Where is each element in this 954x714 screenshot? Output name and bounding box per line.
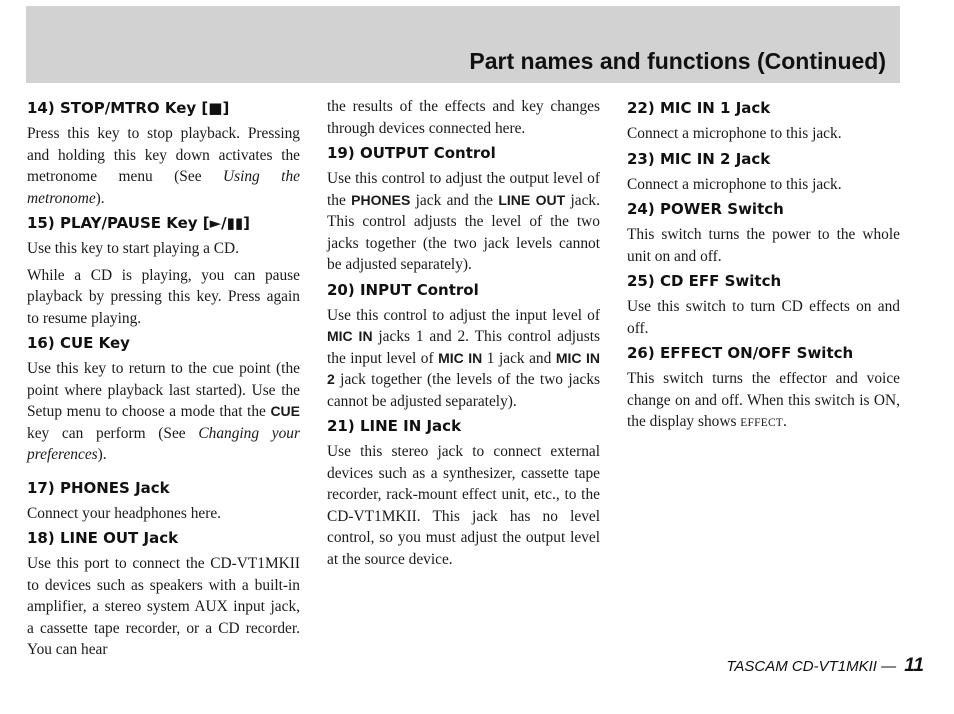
section-mic-in-2-jack — [627, 150, 900, 196]
body-text: jack and the — [410, 191, 499, 209]
body-text: ). — [97, 446, 107, 463]
ui-label: MIC IN — [327, 328, 373, 344]
footer-model: TASCAM CD-VT1MKII — — [726, 658, 897, 675]
ui-label: PHONES — [351, 191, 411, 208]
section-heading: 15) PLAY/PAUSE Key [►/▮▮] — [27, 214, 251, 232]
body-text: key can perform (See — [27, 424, 199, 442]
section-effect-on-off-switch — [627, 344, 900, 435]
section-heading: 22) MIC IN 1 Jack — [627, 99, 771, 117]
section-mic-in-1-jack — [627, 99, 900, 145]
section-body — [27, 123, 300, 209]
section-heading: 24) POWER Switch — [627, 200, 784, 218]
reference-italic: Using the metronome — [27, 168, 300, 207]
section-heading: 16) CUE Key — [27, 334, 130, 352]
section-body: Connect your headphones here. — [27, 504, 222, 522]
ui-label: CUE — [270, 403, 300, 419]
section-heading: 19) OUTPUT Control — [327, 144, 496, 162]
ui-label: MIC IN — [438, 349, 483, 366]
section-heading: 23) MIC IN 2 Jack — [627, 149, 771, 168]
section-heading: 25) CD EFF Switch — [627, 272, 782, 290]
section-body: This switch turns the power to the whole unit on and off. — [627, 226, 900, 265]
section-heading: 17) PHONES Jack — [27, 478, 170, 497]
body-text: jack. This control adjusts the level of the two jacks together (the two jack levels cannot be adjusted separately). — [327, 191, 600, 273]
display-text: EFFECT — [740, 417, 784, 429]
reference-italic: Changing your preferences — [27, 424, 300, 463]
section-heading: 20) INPUT Control — [327, 280, 479, 299]
page-header-band — [26, 6, 900, 83]
section-body: Use this port to connect the CD-VT1MKII to devices such as speakers with a built-in amplifier, a stereo system AUX input jack, a cassette tape recorder, or a CD recorder. You can hear — [27, 555, 300, 658]
body-text: jacks 1 and 2. This control adjusts the input level of — [327, 328, 600, 367]
section-body: Connect a microphone to this jack. — [627, 125, 842, 142]
section-body — [327, 305, 600, 413]
page-number: 11 — [904, 655, 924, 676]
section-heading: 26) EFFECT ON/OFF Switch — [627, 344, 854, 362]
section-phones-jack — [27, 479, 300, 525]
section-stop-mtro-key — [27, 99, 300, 209]
section-line-in-jack — [327, 417, 600, 570]
continued-text: the results of the effects and key changes through devices connected here. — [327, 98, 600, 137]
section-body — [627, 368, 900, 435]
section-body — [327, 168, 600, 276]
body-text: jack together (the levels of the two jacks cannot be adjusted separately). — [327, 371, 600, 410]
body-text: 1 jack and — [482, 349, 556, 367]
ui-label: MIC IN 2 — [327, 349, 601, 387]
column-2 — [327, 96, 600, 575]
column-3 — [627, 96, 900, 440]
section-input-control — [327, 281, 600, 413]
page-title: Part names and functions (Continued) — [469, 48, 886, 74]
body-text: . — [783, 413, 787, 430]
section-body: Use this switch to turn CD effects on and off. — [627, 298, 900, 337]
section-body — [27, 358, 300, 466]
section-play-pause-key — [27, 214, 300, 329]
column-1 — [27, 96, 300, 666]
body-text: Press this key to stop playback. Pressing and holding this key down activates the metronome menu (See — [27, 125, 300, 185]
section-cd-eff-switch — [627, 272, 900, 339]
section-body: Connect a microphone to this jack. — [627, 175, 842, 193]
page-footer — [726, 655, 924, 677]
section-heading: 14) STOP/MTRO Key [■] — [27, 99, 230, 117]
section-power-switch — [627, 200, 900, 267]
body-text: ). — [95, 189, 105, 207]
ui-label: LINE OUT — [498, 191, 566, 208]
body-text: Use this control to adjust the output level of the — [327, 170, 600, 209]
section-output-control — [327, 144, 600, 276]
body-text: This switch turns the effector and voice change on and off. When this switch is ON, the display shows — [627, 370, 900, 430]
section-line-out-jack — [27, 529, 300, 661]
section-body: While a CD is playing, you can pause playback by pressing this key. Press again to resume playing. — [27, 266, 300, 327]
section-heading: 21) LINE IN Jack — [327, 417, 462, 435]
body-text: Use this control to adjust the input level of — [327, 306, 600, 324]
section-cue-key — [27, 334, 300, 466]
section-heading: 18) LINE OUT Jack — [27, 529, 179, 547]
body-text: Use this key to return to the cue point (the point where playback last started). Use the Setup menu to choose a mode that the — [27, 360, 300, 420]
section-body: Use this key to start playing a CD. — [27, 240, 240, 257]
section-body: Use this stereo jack to connect external devices such as a synthesizer, cassette tape recorder, rack-mount effect unit, etc., to the CD-VT1MKII. This jack has no level control, so you must adjust the output level at the source device. — [327, 443, 600, 568]
